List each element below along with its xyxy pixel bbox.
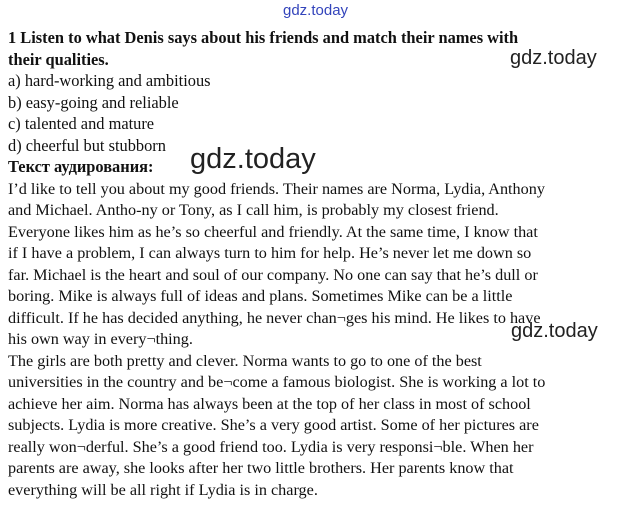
transcript-line: difficult. If he has decided anything, he never chan¬ges his mind. He likes to have [8, 309, 541, 327]
transcript-line: everything will be all right if Lydia is in charge. [8, 481, 318, 499]
watermark-right-2: gdz.today [511, 320, 598, 342]
transcript-heading: Текст аудирования: [8, 157, 154, 176]
option-d: d) cheerful but stubborn [8, 136, 166, 155]
option-a: a) hard-working and ambitious [8, 71, 211, 90]
transcript-line: and Michael. Antho-ny or Tony, as I call him, is probably my closest friend. [8, 201, 499, 219]
transcript-line: I’d like to tell you about my good friends. Their names are Norma, Lydia, Anthony [8, 180, 545, 198]
transcript-line: really won¬derful. She’s a good friend too. Lydia is very responsi¬ble. When her [8, 438, 534, 456]
transcript-line: if I have a problem, I can always turn to him for help. He’s never let me down so [8, 244, 532, 262]
transcript-line: parents are away, she looks after her two little brothers. Her parents know that [8, 459, 514, 477]
transcript-line: The girls are both pretty and clever. Norma wants to go to one of the best [8, 352, 482, 370]
transcript-line: far. Michael is the heart and soul of our company. No one can say that he’s dull or [8, 266, 538, 284]
transcript-line: achieve her aim. Norma has always been at the top of her class in most of school [8, 395, 531, 413]
transcript-line: universities in the country and be¬come a famous biologist. She is working a lot to [8, 373, 546, 391]
transcript-line: Everyone likes him as he’s so cheerful and friendly. At the same time, I know that [8, 223, 538, 241]
option-c: c) talented and mature [8, 114, 155, 133]
watermark-right-1: gdz.today [510, 47, 597, 69]
watermark-middle: gdz.today [190, 143, 316, 175]
transcript-line: his own way in every¬thing. [8, 330, 193, 348]
transcript-line: boring. Mike is always full of ideas and plans. Sometimes Mike can be a little [8, 287, 513, 305]
watermark-top: gdz.today [283, 2, 349, 19]
transcript-line: subjects. Lydia is more creative. She’s a very good artist. Some of her pictures are [8, 416, 539, 434]
option-b: b) easy-going and reliable [8, 93, 179, 112]
task-title-line-1: 1 Listen to what Denis says about his friends and match their names with [8, 28, 519, 47]
task-title-line-2: their qualities. [8, 50, 109, 69]
